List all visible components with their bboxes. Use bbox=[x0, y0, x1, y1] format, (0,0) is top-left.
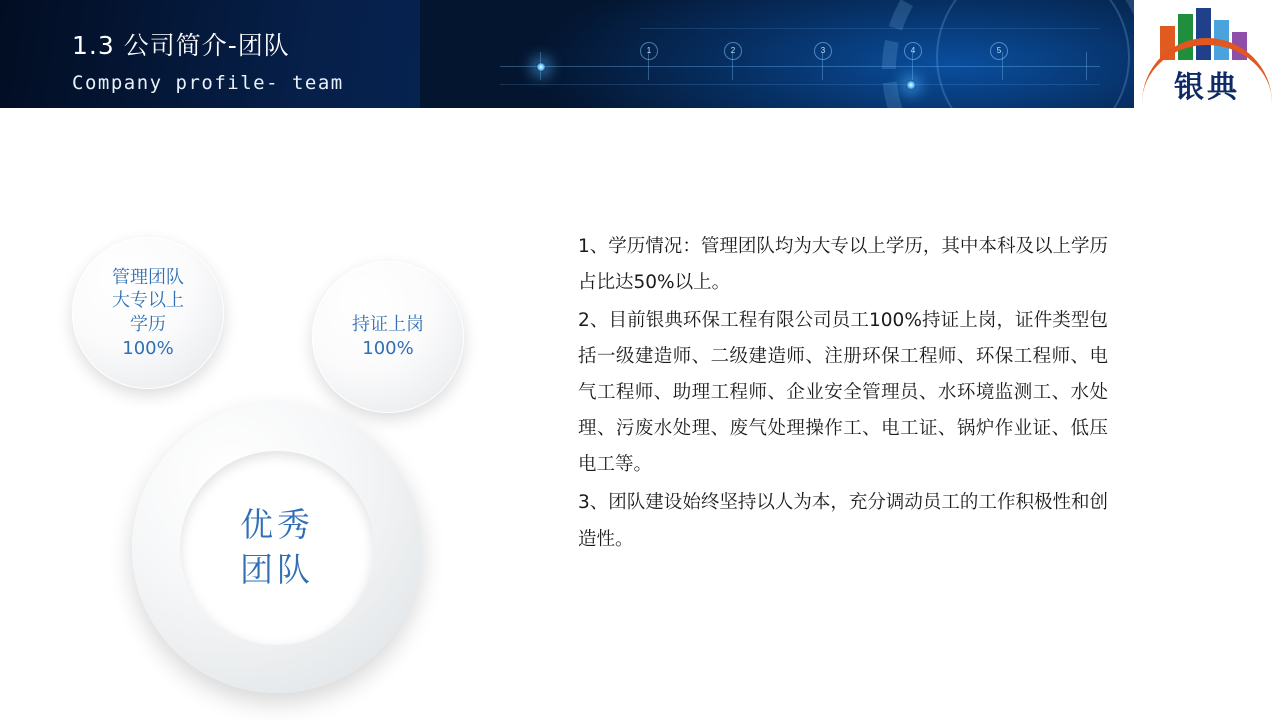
header-node-5: 5 bbox=[990, 42, 1008, 60]
header-line-tertiary bbox=[640, 28, 1100, 29]
header-node-2: 2 bbox=[724, 42, 742, 60]
company-logo bbox=[1134, 0, 1280, 108]
bubble-education-line4: 100% bbox=[122, 337, 174, 359]
bubble-certification-line1: 持证上岗 bbox=[352, 314, 424, 336]
logo-text: 银典 bbox=[1174, 70, 1240, 105]
center-ring-line1: 优秀 bbox=[240, 505, 314, 545]
bubble-certification bbox=[312, 261, 464, 413]
center-ring-label bbox=[240, 503, 314, 592]
header-line-primary bbox=[500, 66, 1100, 67]
header-node-3: 3 bbox=[814, 42, 832, 60]
team-diagram bbox=[60, 171, 520, 691]
bubble-certification-line2: 100% bbox=[362, 338, 414, 359]
center-ring-inner bbox=[180, 451, 374, 645]
header-tick bbox=[1086, 52, 1087, 80]
bubble-education-line3: 学历 bbox=[130, 314, 166, 335]
page-title-en: Company profile- team bbox=[72, 72, 344, 94]
slide-body bbox=[0, 111, 1280, 721]
header-node-1: 1 bbox=[640, 42, 658, 60]
slide-header bbox=[0, 0, 1280, 108]
bubble-education-line2: 大专以上 bbox=[112, 290, 184, 312]
page-title-cn: 1.3 公司简介-团队 bbox=[72, 31, 290, 60]
center-ring-outer bbox=[132, 403, 422, 693]
bubble-education-text bbox=[112, 266, 184, 361]
content-text-column bbox=[578, 229, 1108, 560]
paragraph-2: 2、目前银典环保工程有限公司员工100%持证上岗，证件类型包括一级建造师、二级建造师、注册环保工程师、环保工程师、电气工程师、助理工程师、企业安全管理员、水环境监测工、水处理、污废水处理、废气处理操作工、电工证、锅炉作业证、低压电工等。 bbox=[578, 310, 1108, 476]
bubble-certification-text bbox=[352, 313, 424, 361]
header-node-4: 4 bbox=[904, 42, 922, 60]
center-ring-line2: 团队 bbox=[240, 550, 314, 589]
glow-dot-icon bbox=[906, 80, 916, 90]
bubble-education-line1: 管理团队 bbox=[112, 266, 184, 288]
paragraph-1: 1、学历情况：管理团队均为大专以上学历，其中本科及以上学历占比达50%以上。 bbox=[578, 236, 1108, 294]
header-line-secondary bbox=[500, 84, 1100, 85]
gear-ring-decoration-icon bbox=[936, 0, 1130, 108]
glow-dot-icon bbox=[536, 62, 546, 72]
bubble-education bbox=[72, 237, 224, 389]
paragraph-3: 3、团队建设始终坚持以人为本，充分调动员工的工作积极性和创造性。 bbox=[578, 492, 1108, 550]
